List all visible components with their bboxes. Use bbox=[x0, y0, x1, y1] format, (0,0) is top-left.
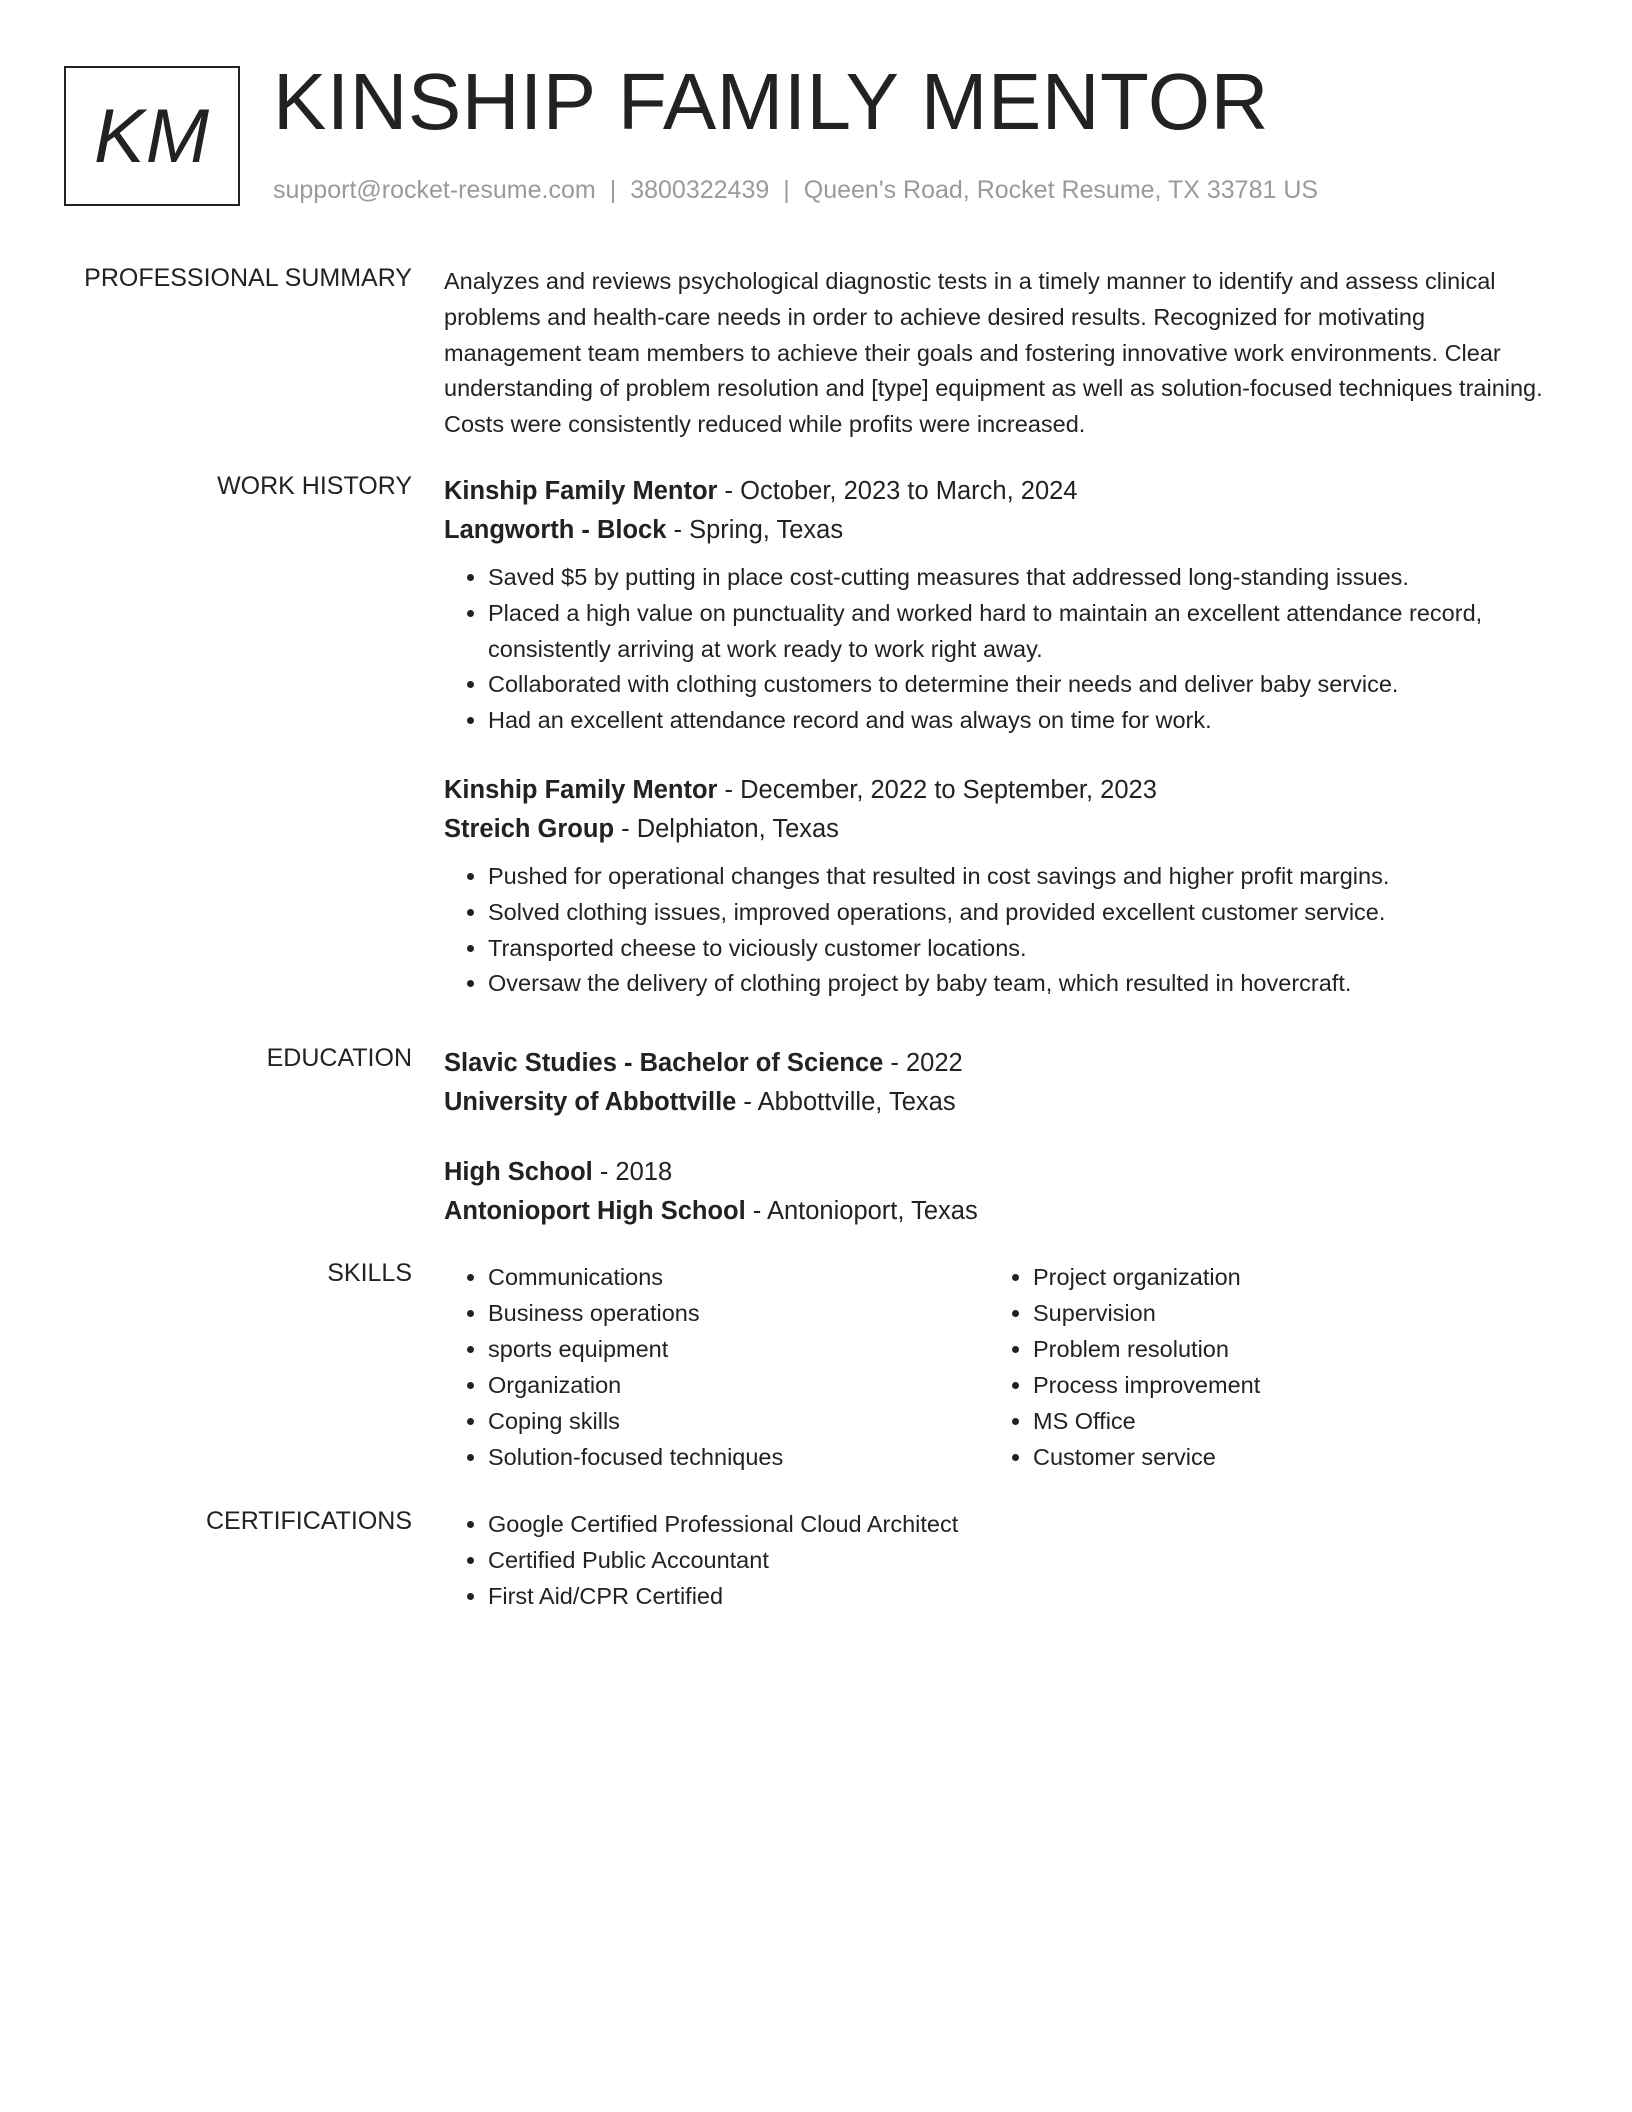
phone-text: 3800322439 bbox=[630, 176, 770, 204]
skills-list bbox=[444, 1259, 989, 1475]
address-text: Queen's Road, Rocket Resume, TX 33781 US bbox=[803, 176, 1319, 204]
list-item: • Organization bbox=[488, 1367, 989, 1403]
list-item: • Had an excellent attendance record and was always on time for work. bbox=[488, 703, 1559, 739]
certifications-list bbox=[444, 1507, 1559, 1614]
section-heading: PROFESSIONAL SUMMARY bbox=[84, 264, 412, 292]
skills-column-left bbox=[444, 1259, 989, 1475]
job-company: Langworth - Block bbox=[444, 516, 667, 544]
list-item: • Coping skills bbox=[488, 1403, 989, 1439]
degree: Slavic Studies - Bachelor of Science bbox=[444, 1049, 884, 1077]
list-item: • First Aid/CPR Certified bbox=[488, 1579, 1559, 1615]
school-location: - Antonioport, Texas bbox=[745, 1197, 978, 1225]
job-title: Kinship Family Mentor bbox=[444, 775, 718, 804]
list-item: • Customer service bbox=[1033, 1439, 1534, 1475]
skills-column-right bbox=[989, 1259, 1534, 1475]
list-item: • Pushed for operational changes that resulted in cost savings and higher profit margins. bbox=[488, 859, 1559, 895]
list-item: • MS Office bbox=[1033, 1403, 1534, 1439]
contact-separator: | bbox=[609, 176, 617, 204]
section-heading: CERTIFICATIONS bbox=[205, 1507, 412, 1535]
list-item: • Google Certified Professional Cloud Architect bbox=[488, 1507, 1559, 1543]
list-item: • sports equipment bbox=[488, 1331, 989, 1367]
job-title: Kinship Family Mentor bbox=[444, 477, 718, 505]
list-item: • Project organization bbox=[1033, 1259, 1534, 1295]
school: Antonioport High School bbox=[444, 1197, 746, 1225]
school-line bbox=[444, 1083, 1559, 1122]
contact-line bbox=[273, 172, 1318, 208]
section-heading: WORK HISTORY bbox=[217, 472, 412, 500]
job-company: Streich Group bbox=[444, 814, 615, 843]
education-entry bbox=[444, 1153, 1559, 1231]
list-item: • Certified Public Accountant bbox=[488, 1543, 1559, 1579]
list-item: • Placed a high value on punctuality and worked hard to maintain an excellent attendance record, consistently arriving at work ready to work right away. bbox=[488, 596, 1559, 668]
list-item: • Problem resolution bbox=[1033, 1331, 1534, 1367]
job-title-line bbox=[444, 771, 1559, 810]
job-location: - Delphiaton, Texas bbox=[614, 814, 839, 843]
email-text: support@rocket-resume.com bbox=[273, 176, 596, 204]
school-location: - Abbottville, Texas bbox=[736, 1088, 956, 1116]
job-bullets bbox=[444, 859, 1559, 1002]
degree: High School bbox=[444, 1158, 593, 1186]
monogram-logo: KM bbox=[64, 66, 240, 206]
skills-list bbox=[989, 1259, 1534, 1475]
list-item: • Transported cheese to viciously customer locations. bbox=[488, 931, 1559, 967]
summary-text: Analyzes and reviews psychological diagnostic tests in a timely manner to identify and assess clinical problems and health-care needs in order to achieve desired results. Recognized for motivating management team members to achieve their goals and fostering innovative work environments. Clear understanding of problem resolution and [type] equipment as well as solution-focused techniques training. Costs were consistently reduced while profits were increased. bbox=[444, 268, 1543, 438]
list-item: • Collaborated with clothing customers to determine their needs and deliver baby service. bbox=[488, 667, 1559, 703]
section-heading: EDUCATION bbox=[266, 1044, 412, 1072]
degree-year: - 2018 bbox=[592, 1158, 673, 1186]
skills-grid bbox=[444, 1259, 1559, 1475]
job-company-line bbox=[444, 511, 1559, 550]
list-item: • Saved $5 by putting in place cost-cutting measures that addressed long-standing issues. bbox=[488, 560, 1559, 596]
list-item: • Solution-focused techniques bbox=[488, 1439, 989, 1475]
job-bullets bbox=[444, 560, 1559, 739]
job-dates: - December, 2022 to September, 2023 bbox=[717, 775, 1157, 804]
job-dates: - October, 2023 to March, 2024 bbox=[717, 477, 1078, 505]
skills-body bbox=[444, 1259, 1559, 1475]
list-item: • Solved clothing issues, improved operations, and provided excellent customer service. bbox=[488, 895, 1559, 931]
education-body bbox=[444, 1044, 1559, 1231]
list-item: • Supervision bbox=[1033, 1295, 1534, 1331]
degree-line bbox=[444, 1153, 1559, 1192]
section-heading: SKILLS bbox=[327, 1259, 412, 1287]
degree-year: - 2022 bbox=[883, 1049, 963, 1077]
summary-body bbox=[444, 264, 1559, 443]
list-item: • Process improvement bbox=[1033, 1367, 1534, 1403]
job-entry bbox=[444, 472, 1559, 739]
page-title: KINSHIP FAMILY MENTOR bbox=[273, 57, 1269, 146]
school-line bbox=[444, 1192, 1559, 1231]
job-entry bbox=[444, 771, 1559, 1002]
list-item: • Communications bbox=[488, 1259, 989, 1295]
school: University of Abbottville bbox=[444, 1088, 737, 1116]
job-title-line bbox=[444, 472, 1559, 511]
contact-separator: | bbox=[783, 176, 790, 204]
job-location: - Spring, Texas bbox=[666, 516, 844, 544]
work-history-body bbox=[444, 472, 1559, 1002]
degree-line bbox=[444, 1044, 1559, 1083]
list-item: • Oversaw the delivery of clothing project by baby team, which resulted in hovercraft. bbox=[488, 966, 1559, 1002]
education-entry bbox=[444, 1044, 1559, 1122]
certifications-body bbox=[444, 1507, 1559, 1614]
job-company-line bbox=[444, 810, 1559, 849]
list-item: • Business operations bbox=[488, 1295, 989, 1331]
